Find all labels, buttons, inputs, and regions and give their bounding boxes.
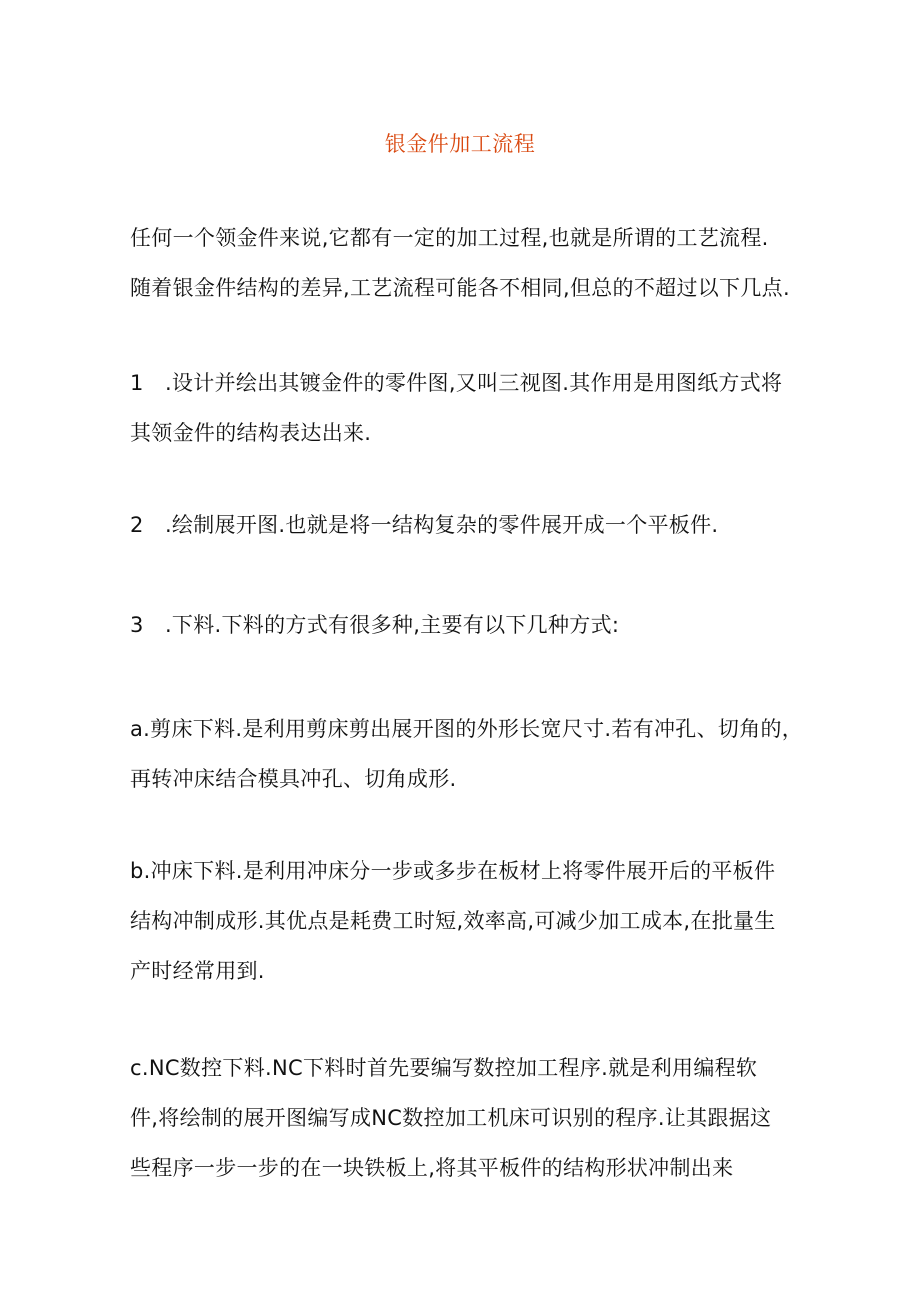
document-title: 银金件加工流程 — [384, 132, 536, 156]
item-a-paragraph — [130, 704, 810, 804]
intro-paragraph — [130, 213, 810, 313]
step-1-line: 其领金件的结构表达出来. — [130, 421, 372, 445]
item-b-paragraph — [130, 846, 810, 996]
step-2-paragraph — [130, 500, 810, 550]
item-c-line: 件,将绘制的展开图编写成NC数控加工机床可识别的程序.让其跟据这 — [130, 1106, 772, 1130]
item-b-line: 结构冲制成形.其优点是耗费工时短,效率高,可减少加工成本,在批量生 — [130, 909, 776, 933]
item-a-line: a.剪床下料.是利用剪床剪出展开图的外形长宽尺寸.若有冲孔、切角的， — [130, 717, 804, 741]
step-3-line: 3 .下料.下料的方式有很多种,主要有以下几种方式: — [130, 613, 620, 637]
step-1-line: 1 .设计并绘出其镀金件的零件图,又叫三视图.其作用是用图纸方式将 — [130, 371, 783, 395]
step-2-line: 2 .绘制展开图.也就是将一结构复杂的零件展开成一个平板件. — [130, 513, 719, 537]
step-1-paragraph — [130, 358, 810, 458]
intro-line: 任何一个领金件来说,它都有一定的加工过程,也就是所谓的工艺流程. — [130, 226, 769, 250]
intro-line: 随着银金件结构的差异,工艺流程可能各不相同,但总的不超过以下几点. — [130, 276, 790, 300]
step-3-paragraph — [130, 600, 810, 650]
item-c-line: 些程序一步一步的在一块铁板上,将其平板件的结构形状冲制出来 — [130, 1156, 734, 1180]
item-c-paragraph — [130, 1043, 810, 1193]
item-a-line: 再转冲床结合模具冲孔、切角成形. — [130, 767, 457, 791]
item-b-line: b.冲床下料.是利用冲床分一步或多步在板材上将零件展开后的平板件 — [130, 859, 776, 883]
item-c-line: c.NC数控下料.NC下料时首先要编写数控加工程序.就是利用编程软 — [130, 1056, 758, 1080]
item-b-line: 产时经常用到. — [130, 959, 265, 983]
